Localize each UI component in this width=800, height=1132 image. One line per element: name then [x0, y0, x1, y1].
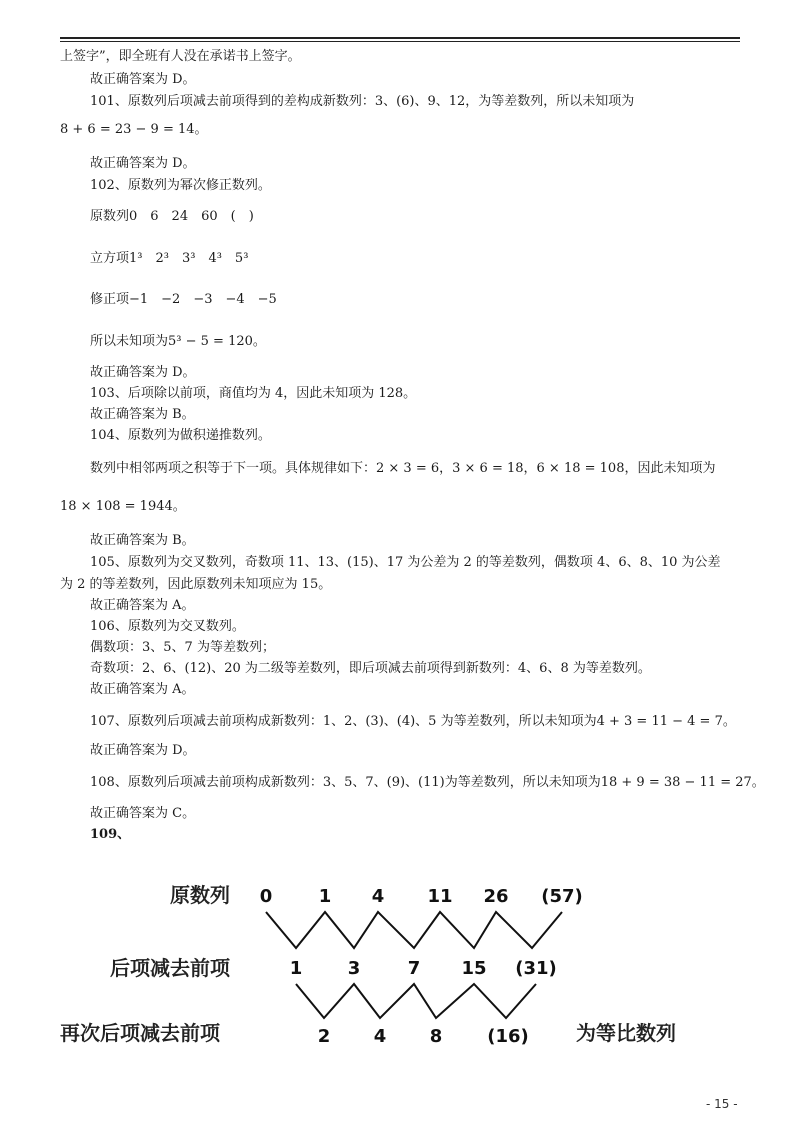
zigzag-line-1 [266, 912, 562, 948]
q101-text: 101、原数列后项减去前项得到的差构成新数列：3、(6)、9、12，为等差数列，所以未知项为 [90, 94, 635, 109]
q109-label: 109、 [90, 827, 131, 842]
q103-text: 103、后项除以前项，商值均为 4，因此未知项为 128。 [90, 386, 417, 401]
text-line: 偶数项：3、5、7 为等差数列； [90, 640, 275, 655]
math-line: 8 + 6 = 23 − 9 = 14。 [60, 122, 208, 137]
text-line: 数列中相邻两项之积等于下一项。具体规律如下：2 × 3 = 6，3 × 6 = 18，6 × 18 = 108，因此未知项为 [90, 461, 716, 476]
math-line: 18 × 108 = 1944。 [60, 499, 186, 514]
sequence-line: 原数列0 6 24 60 ( ) [90, 209, 254, 224]
q105-text: 105、原数列为交叉数列，奇数项 11、13、(15)、17 为公差为 2 的等差数列，偶数项 4、6、8、10 为公差 [90, 555, 721, 570]
diff1-value: (31) [515, 958, 557, 979]
header-rule-thick [60, 37, 740, 39]
text-line: 故正确答案为 B。 [90, 407, 195, 422]
diff2-value: 2 [317, 1026, 331, 1047]
seq-value: 1 [318, 886, 332, 907]
text-line: 故正确答案为 C。 [90, 806, 196, 821]
page-number: - 15 - [706, 1097, 738, 1111]
cubes-line: 立方项1³ 2³ 3³ 4³ 5³ [90, 251, 249, 266]
text-line: 上签字”，即全班有人没在承诺书上签字。 [60, 49, 301, 64]
row-label-diff2: 再次后项减去前项 [60, 1021, 220, 1045]
row-label-original: 原数列 [170, 883, 230, 907]
diff2-value: 8 [429, 1026, 443, 1047]
seq-value: 11 [427, 886, 453, 907]
diff1-value: 7 [407, 958, 421, 979]
diff2-value: 4 [373, 1026, 387, 1047]
geometric-note: 为等比数列 [576, 1021, 676, 1045]
difference-diagram [0, 860, 800, 1070]
correction-line: 修正项−1 −2 −3 −4 −5 [90, 292, 277, 307]
q102-text: 102、原数列为幂次修正数列。 [90, 178, 271, 193]
seq-value: 0 [259, 886, 273, 907]
text-line: 故正确答案为 D。 [90, 365, 196, 380]
zigzag-line-2 [296, 984, 536, 1018]
diff1-value: 3 [347, 958, 361, 979]
text-line: 故正确答案为 D。 [90, 156, 196, 171]
q106-text: 106、原数列为交叉数列。 [90, 619, 245, 634]
q104-text: 104、原数列为做积递推数列。 [90, 428, 271, 443]
text-line: 故正确答案为 A。 [90, 598, 195, 613]
text-line: 故正确答案为 B。 [90, 533, 195, 548]
seq-value: (57) [541, 886, 583, 907]
seq-value: 4 [371, 886, 385, 907]
result-line: 所以未知项为5³ − 5 = 120。 [90, 334, 266, 349]
diff1-value: 15 [461, 958, 487, 979]
text-line: 故正确答案为 D。 [90, 743, 196, 758]
text-line: 故正确答案为 A。 [90, 682, 195, 697]
header-rule-thin [60, 41, 740, 42]
q107-text: 107、原数列后项减去前项构成新数列：1、2、(3)、(4)、5 为等差数列，所以未知项为4 + 3 = 11 − 4 = 7。 [90, 714, 736, 729]
q108-text: 108、原数列后项减去前项构成新数列：3、5、7、(9)、(11)为等差数列，所以未知项为18 + 9 = 38 − 11 = 27。 [90, 775, 765, 790]
text-line: 为 2 的等差数列，因此原数列未知项应为 15。 [60, 577, 332, 592]
seq-value: 26 [483, 886, 509, 907]
text-line: 故正确答案为 D。 [90, 72, 196, 87]
text-line: 奇数项：2、6、(12)、20 为二级等差数列，即后项减去前项得到新数列：4、6、8 为等差数列。 [90, 661, 651, 676]
diff2-value: (16) [487, 1026, 529, 1047]
row-label-diff1: 后项减去前项 [110, 956, 230, 980]
diff1-value: 1 [289, 958, 303, 979]
